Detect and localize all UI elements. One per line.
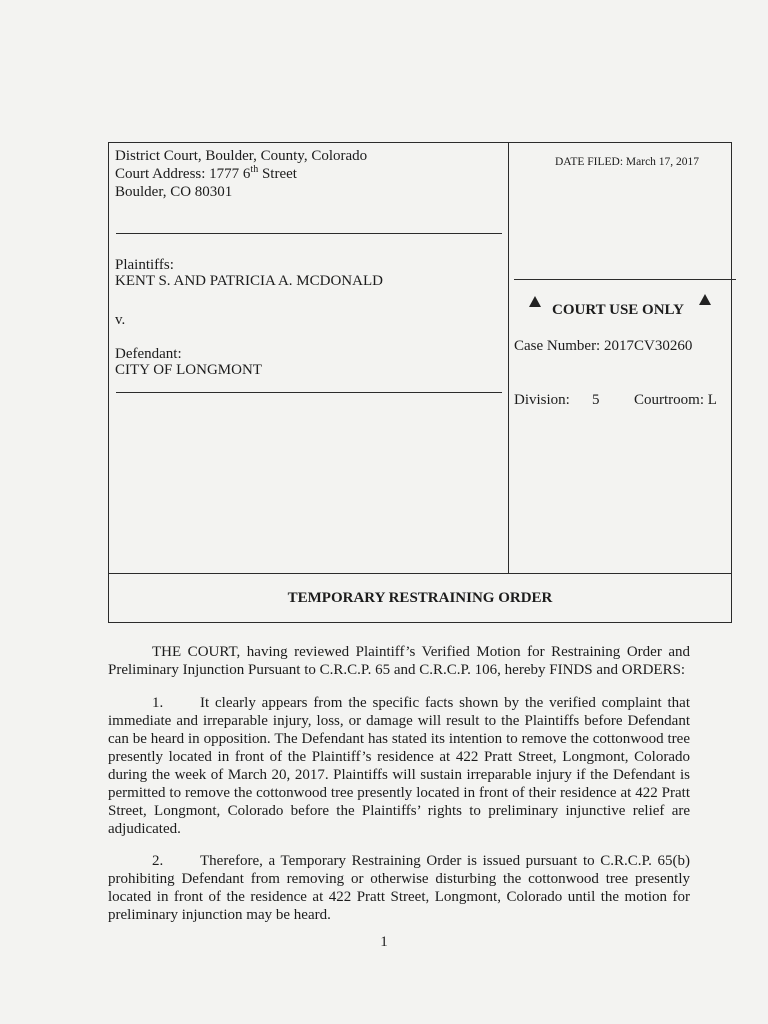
triangle-up-icon <box>529 296 541 307</box>
paragraph-2-text: Therefore, a Temporary Restraining Order is issued pursuant to C.R.C.P. 65(b) prohibiting Defendant from removing or otherwise disturbing the cottonwood tree presently located in front of the residence at 422 Pratt Street, Longmont, Colorado until the motion for preliminary injunction may be heard. <box>108 853 690 923</box>
caption-divider-title <box>108 573 732 574</box>
court-use-only: COURT USE ONLY <box>552 302 685 318</box>
division-value: 5 <box>592 392 600 408</box>
defendant-name: CITY OF LONGMONT <box>115 362 262 378</box>
document-title: TEMPORARY RESTRAINING ORDER <box>287 590 553 606</box>
intro-text: THE COURT, having reviewed Plaintiff’s Verified Motion for Restraining Order and Preliminary Injunction Pursuant to C.R.C.P. 65 and C.R.C.P. 106, hereby FINDS and ORDERS: <box>108 644 690 678</box>
caption-divider-vertical <box>508 142 509 574</box>
plaintiffs-label: Plaintiffs: <box>115 257 174 273</box>
paragraph-2-number: 2. <box>152 853 164 869</box>
paragraph-1-text: It clearly appears from the specific facts shown by the verified complaint that immediate and irreparable injury, loss, or damage will result to the Plaintiffs before Defendant can be heard in opposition. The Defendant has stated its intention to remove the cottonwood tree presently located in front of the Plaintiff’s residence at 422 Pratt Street, Longmont, Colorado during the week of March 20, 2017. Plaintiffs will sustain irreparable injury if the Defendant is permitted to remove the cottonwood tree presently located in front of their residence at 422 Pratt Street, Longmont, Colorado before the Plaintiffs’ rights to preliminary injunctive relief are adjudicated. <box>108 695 690 837</box>
court-city: Boulder, CO 80301 <box>115 184 233 200</box>
caption-rule-parties <box>116 392 502 393</box>
case-number: Case Number: 2017CV30260 <box>514 338 693 354</box>
triangle-up-icon <box>699 294 711 305</box>
caption-rule-court <box>116 233 502 234</box>
court-name: District Court, Boulder, County, Colorado <box>115 148 368 164</box>
division-label: Division: <box>514 392 570 408</box>
caption-rule-right <box>514 279 736 280</box>
caption-box <box>108 142 732 623</box>
page-number: 1 <box>380 934 388 950</box>
defendant-label: Defendant: <box>115 346 182 362</box>
paragraph-1 <box>108 694 690 838</box>
intro-paragraph <box>108 643 690 679</box>
paragraph-2 <box>108 852 690 924</box>
plaintiffs-names: KENT S. AND PATRICIA A. MCDONALD <box>115 273 383 289</box>
courtroom: Courtroom: L <box>634 392 717 408</box>
court-address <box>115 165 297 183</box>
court-address-number: Court Address: 1777 6 <box>115 166 251 182</box>
paragraph-1-number: 1. <box>152 695 164 711</box>
court-address-street: Street <box>258 166 297 182</box>
court-address-suffix-sup: th <box>250 164 259 175</box>
versus: v. <box>115 312 126 328</box>
date-filed: DATE FILED: March 17, 2017 <box>555 156 700 168</box>
